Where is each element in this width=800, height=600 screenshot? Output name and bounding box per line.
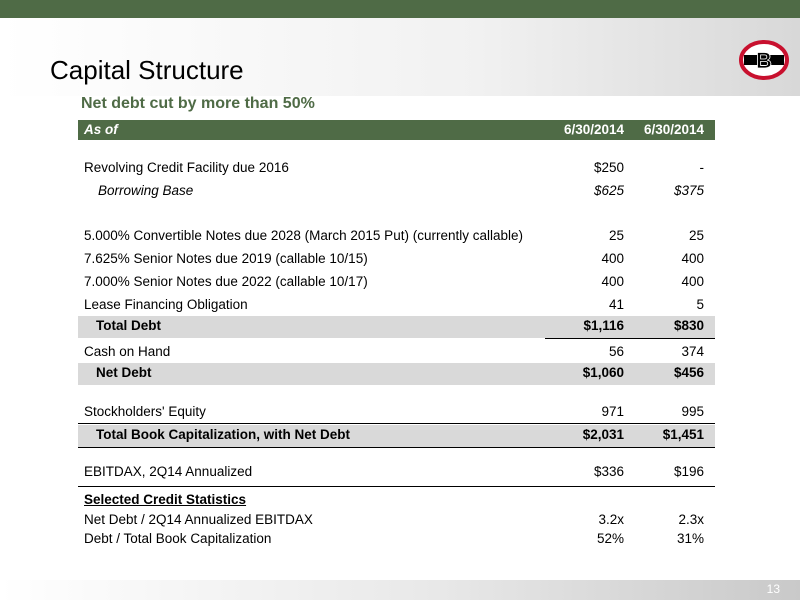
table-row [78, 402, 715, 422]
row-label: Cash on Hand [84, 344, 171, 359]
row-label: Revolving Credit Facility due 2016 [84, 160, 289, 175]
stats-row [78, 510, 715, 530]
row-value-2: 400 [681, 251, 704, 266]
row-label: 7.000% Senior Notes due 2022 (callable 10/17) [84, 274, 368, 289]
header-as-of: As of [84, 122, 118, 137]
row-label: Borrowing Base [98, 183, 194, 198]
top-accent-bar [0, 0, 800, 18]
table-row [78, 226, 715, 246]
row-value-1: 400 [601, 274, 624, 289]
table-row [78, 342, 715, 362]
company-logo [739, 40, 789, 80]
row-value-1: $1,060 [582, 365, 624, 380]
row-value-1: $1,116 [583, 318, 624, 333]
header-col-2: 6/30/2014 [643, 122, 704, 137]
table-row [78, 295, 715, 315]
row-value-1: 56 [608, 344, 624, 359]
capitalization-bottom-rule [78, 447, 715, 448]
row-label: Total Book Capitalization, with Net Debt [96, 427, 351, 442]
row-value-1: 400 [601, 251, 624, 266]
row-value-2: 400 [681, 274, 704, 289]
capitalization-top-rule [78, 423, 715, 424]
row-value-2: 995 [681, 404, 704, 419]
row-value-2: 31% [676, 531, 704, 546]
row-value-1: 25 [608, 228, 624, 243]
row-value-2: $196 [673, 464, 704, 479]
row-value-2: $375 [673, 183, 704, 198]
table-row [78, 272, 715, 292]
row-value-1: $336 [593, 464, 624, 479]
row-value-1: 3.2x [598, 512, 624, 527]
row-value-2: - [699, 160, 704, 175]
header-col-1: 6/30/2014 [563, 122, 624, 137]
page-number: 13 [766, 582, 780, 596]
row-value-1: $250 [593, 160, 624, 175]
row-label: Lease Financing Obligation [84, 297, 248, 312]
credit-stats-heading: Selected Credit Statistics [84, 492, 247, 507]
row-label: Stockholders' Equity [84, 404, 206, 419]
stats-row [78, 529, 715, 549]
row-label: 5.000% Convertible Notes due 2028 (March 2015 Put) (currently callable) [84, 228, 523, 243]
table-row [78, 462, 715, 482]
row-value-2: 5 [696, 297, 704, 312]
row-label: Net Debt / 2Q14 Annualized EBITDAX [84, 512, 313, 527]
row-value-1: $625 [593, 183, 624, 198]
slide-subtitle: Net debt cut by more than 50% [81, 95, 315, 112]
row-value-1: 41 [608, 297, 624, 312]
row-label: Net Debt [96, 365, 152, 380]
row-value-2: $456 [673, 365, 704, 380]
row-value-1: 52% [596, 531, 624, 546]
row-label: Total Debt [96, 318, 161, 333]
row-label: EBITDAX, 2Q14 Annualized [84, 464, 253, 479]
table-row [78, 158, 715, 178]
row-value-2: $1,451 [662, 427, 704, 442]
total-debt-row [78, 316, 715, 338]
row-value-1: $2,031 [582, 427, 624, 442]
logo-letter: B [756, 48, 772, 73]
row-value-2: 25 [688, 228, 704, 243]
row-value-2: 374 [681, 344, 704, 359]
subtotal-underline [545, 338, 715, 339]
row-value-2: 2.3x [678, 512, 704, 527]
row-label: 7.625% Senior Notes due 2019 (callable 10/15) [84, 251, 368, 266]
page-title: Capital Structure [50, 55, 244, 85]
table-header [78, 120, 715, 140]
net-debt-row [78, 363, 715, 385]
table-row [78, 249, 715, 269]
row-label: Debt / Total Book Capitalization [84, 531, 272, 546]
row-value-2: $830 [673, 318, 704, 333]
row-value-1: 971 [601, 404, 624, 419]
table-row [78, 181, 715, 201]
footer-band [0, 580, 800, 600]
stats-divider [78, 486, 715, 487]
total-book-capitalization-row [78, 425, 715, 447]
